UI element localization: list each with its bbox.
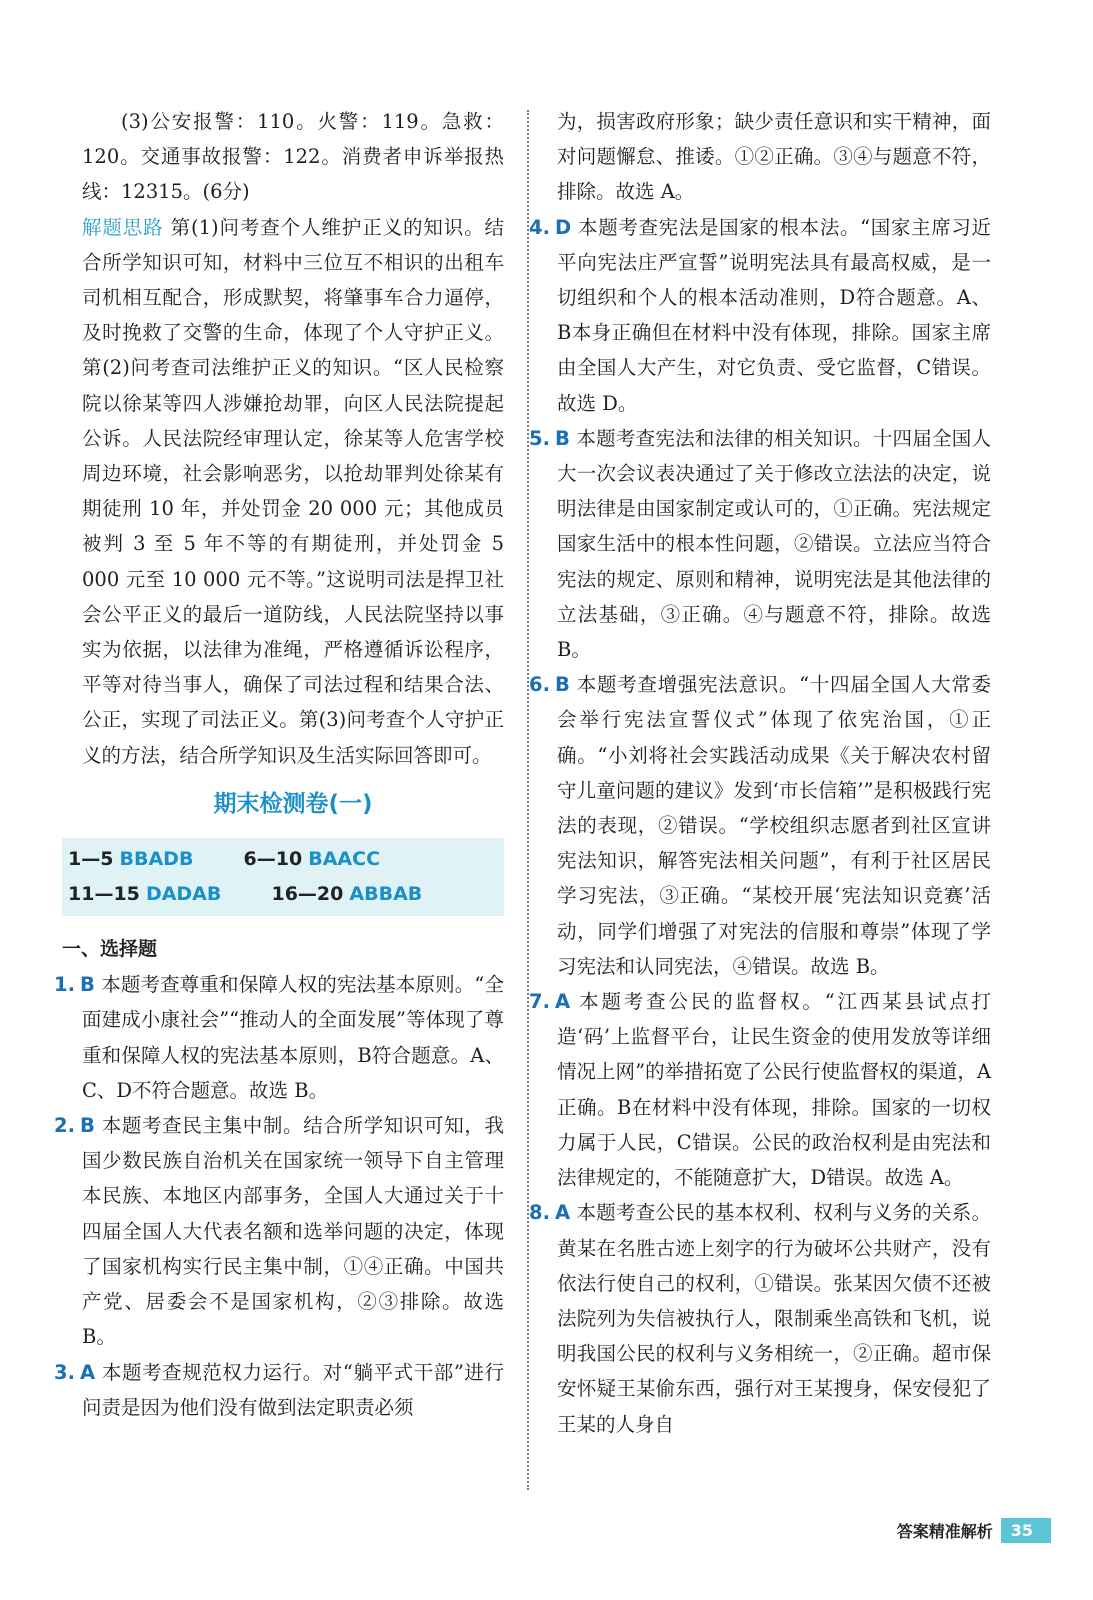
- item-answer: D: [555, 215, 572, 239]
- hint-paragraph: [82, 210, 504, 773]
- item-text: 本题考查规范权力运行。对“躺平式干部”进行问责是因为他们没有做到法定职责必须: [82, 1360, 504, 1419]
- answer-range: 16—20: [271, 883, 344, 906]
- answer-range: 11—15: [68, 883, 140, 906]
- item-answer: B: [80, 973, 95, 997]
- item-answer: A: [555, 1201, 571, 1225]
- answer-key: DADAB: [145, 883, 222, 906]
- answer-range: 1—5: [68, 848, 114, 871]
- item-answer: B: [555, 673, 570, 697]
- exam-title: 期末检测卷(一): [213, 790, 373, 817]
- item-text: 本题考查公民的基本权利、权利与义务的关系。黄某在名胜古迹上刻字的行为破坏公共财产，没有依法行使自己的权利，①错误。张某因欠债不还被法院列为失信被执行人，限制乘坐高铁和飞机，说明我国公民的权利与义务相统一，②正确。超市保安怀疑王某偷东西，强行对王某搜身，保安侵犯了王某的人身自: [557, 1201, 991, 1436]
- page-number: 35: [1001, 1518, 1051, 1543]
- item-text: 本题考查公民的监督权。“江西某县试点打造‘码’上监督平台，让民生资金的使用发放等详细情况上网”的举措拓宽了公民行使监督权的渠道，A正确。B在材料中没有体现，排除。国家的一切权力属于人民，C错误。公民的政治权利是由宪法和法律规定的，不能随意扩大，D错误。故选 A。: [557, 990, 991, 1190]
- question-item: [529, 667, 991, 984]
- item-text: 本题考查增强宪法意识。“十四届全国人大常委会举行宪法宣誓仪式”体现了依宪治国，①正确。“小刘将社会实践活动成果《关于解决农村留守儿童问题的建议》发到‘市长信箱’”是积极践行宪法的表现，②错误。“学校组织志愿者到社区宣讲宪法知识，解答宪法相关问题”，有利于社区居民学习宪法，③正确。“某校开展‘宪法知识竞赛’活动，同学们增强了对宪法的信服和尊崇”体现了学习宪法和认同宪法，④错误。故选 B。: [557, 673, 991, 978]
- item-number: 5.: [529, 426, 550, 450]
- item-number: 4.: [529, 215, 550, 239]
- item-text: 本题考查尊重和保障人权的宪法基本原则。“全面建成小康社会”“推动人的全面发展”等体现了尊重和保障人权的宪法基本原则，B符合题意。A、C、D不符合题意。故选 B。: [82, 973, 504, 1102]
- footer-label: 答案精准解析: [896, 1522, 993, 1541]
- question-item: [54, 967, 504, 1108]
- item-number: 3.: [54, 1360, 75, 1384]
- answer-key-box: [62, 838, 504, 916]
- item-number: 8.: [529, 1201, 550, 1225]
- item-text: 本题考查民主集中制。结合所学知识可知，我国少数民族自治机关在国家统一领导下自主管理本民族、本地区内部事务，全国人大通过关于十四届全国人大代表名额和选举问题的决定，体现了国家机构实行民主集中制，①④正确。中国共产党、居委会不是国家机构，②③排除。故选 B。: [82, 1114, 504, 1349]
- item-text: 本题考查宪法是国家的根本法。“国家主席习近平向宪法庄严宣誓”说明宪法具有最高权威，是一切组织和个人的根本活动准则，D符合题意。A、B本身正确但在材料中没有体现，排除。国家主席由全国人大产生，对它负责、受它监督，C错误。故选 D。: [557, 215, 991, 415]
- question-item: [529, 984, 991, 1195]
- item-answer: A: [555, 990, 571, 1014]
- question-item: [529, 1195, 991, 1441]
- item-number: 1.: [54, 973, 75, 997]
- answer-row: [68, 842, 498, 877]
- intro-paragraph: (3)公安报警：110。火警：119。急救：120。交通事故报警：122。消费者申诉举报热线：12315。(6分): [82, 110, 504, 204]
- item-answer: B: [80, 1114, 95, 1138]
- item-number: 2.: [54, 1114, 75, 1138]
- answer-key: ABBAB: [349, 883, 423, 906]
- question-item: [529, 210, 991, 421]
- column-divider: [527, 110, 529, 1490]
- answer-range: 6—10: [243, 848, 303, 871]
- question-item: [54, 1108, 504, 1354]
- page-footer: [897, 1518, 1051, 1543]
- item-answer: A: [80, 1360, 96, 1384]
- question-item: [529, 421, 991, 667]
- right-column: [529, 104, 991, 1442]
- continued-paragraph: 为，损害政府形象；缺少责任意识和实干精神，面对问题懈怠、推诿。①②正确。③④与题意不符，排除。故选 A。: [557, 110, 991, 204]
- section-heading: 一、选择题: [62, 938, 158, 961]
- left-column: [54, 104, 505, 1425]
- answer-key: BAACC: [308, 848, 381, 871]
- item-answer: B: [555, 426, 570, 450]
- item-number: 6.: [529, 673, 550, 697]
- answer-row: [68, 877, 498, 912]
- answer-key: BBADB: [119, 848, 194, 871]
- item-text: 本题考查宪法和法律的相关知识。十四届全国人大一次会议表决通过了关于修改立法法的决定，说明法律是由国家制定或认可的，①正确。宪法规定国家生活中的根本性问题，②错误。立法应当符合宪法的规定、原则和精神，说明宪法是其他法律的立法基础，③正确。④与题意不符，排除。故选 B。: [557, 426, 991, 662]
- hint-text: 第(1)问考查个人维护正义的知识。结合所学知识可知，材料中三位互不相识的出租车司机相互配合，形成默契，将肇事车合力逼停，及时挽救了交警的生命，体现了个人守护正义。第(2)问考查司法维护正义的知识。“区人民检察院以徐某等四人涉嫌抢劫罪，向区人民法院提起公诉。人民法院经审理认定，徐某等人危害学校周边环境，社会影响恶劣，以抢劫罪判处徐某有期徒刑 10 年，并处罚金 20 000 元；其他成员被判 3 至 5 年不等的有期徒刑，并处罚金 5 000 元至 10 000 元不等。”这说明司法是捍卫社会公平正义的最后一道防线，人民法院坚持以事实为依据，以法律为准绳，严格遵循诉讼程序，平等对待当事人，确保了司法过程和结果合法、公正，实现了司法正义。第(3)问考查个人守护正义的方法，结合所学知识及生活实际回答即可。: [82, 215, 505, 767]
- question-item: [54, 1355, 504, 1425]
- item-number: 7.: [529, 990, 550, 1014]
- hint-label: 解题思路: [82, 215, 164, 239]
